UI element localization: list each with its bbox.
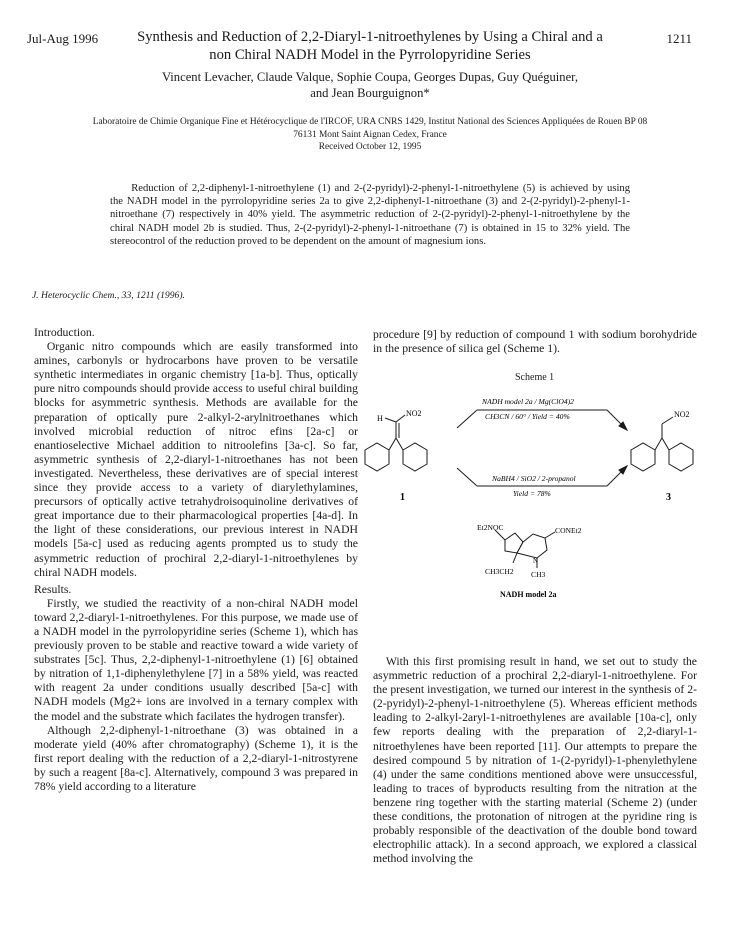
page-number: 1211 [666, 31, 692, 46]
compound-1-number: 1 [400, 492, 405, 503]
compound-1-structure [365, 415, 427, 471]
upper-arrow-reagent: NADH model 2a / Mg(ClO4)2 [482, 397, 574, 406]
authors [135, 69, 605, 101]
nadh-et2noc-label: Et2NOC [477, 523, 504, 532]
compound-1-no2-label: NO2 [406, 409, 422, 418]
affiliation: Laboratoire de Chimie Organique Fine et Hétérocyclique de l'IRCOF, URA CNRS 1429, Institut National des Sciences Appliquées de Rouen BP 08 76131 Mont Saint Aignan Cedex, France [92, 117, 648, 140]
authors-line-1: Vincent Levacher, Claude Valque, Sophie Coupa, Georges Dupas, Guy Quéguiner, [161, 70, 579, 84]
right-column-paragraph: With this first promising result in hand, we set out to study the asymmetric reduction of a prochiral 2,2-diaryl-1-nitroethylene. For the present investigation, we turned our interest in the synthesis of 2-(2-pyridyl)-2-phenyl-1-nitroethylene (5). Whereas efficient methods leading to 2-alkyl-2aryl-1-nitroethylenes are available [10a-c], only few reports dealing with the preparation of 2,2-diaryl-1-nitroethylenes have been reported [11]. Our attempts to prepare the desired compound 5 by nitration of 1-(2-pyridyl)-1-phenylethylene (4) under the same conditions mentioned above were unsuccessful, leading to traces of byproducts resulting from the nitration at the benzene ring together with the starting material (Scheme 2) (under these conditions, the protonation of nitrogen at the pyridine ring is probably responsible of the deactivation of the double bond toward electrophilic attack). In a second approach, we explored a classical method involving the [373, 655, 697, 866]
compound-3-number: 3 [666, 492, 671, 503]
nadh-conet2-label: CONEt2 [555, 526, 582, 535]
results-paragraph-1: Firstly, we studied the reactivity of a non-chiral NADH model toward 2,2-diaryl-1-nitroethylenes. For this purpose, we made use of a NADH model in the pyrrolopyridine series (Scheme 1), which has previously proven to be stable and reactive toward a wide variety of substrates [5c]. Thus, 2,2-diphenyl-1-nitroethylene (1) [6] obtained by nitration of 1,1-diphenylethylene [7] in a 58% yield, was reacted with reagent 2a under conditions usually described [5a-c] with NADH models (Mg2+ ions are involved in a ternary complex with the model and the substrate which facilates the hydrogen transfer). [34, 596, 358, 723]
nadh-model-caption: NADH model 2a [500, 590, 557, 599]
introduction-heading: Introduction. [34, 326, 95, 339]
paper-title: Synthesis and Reduction of 2,2-Diaryl-1-nitroethylenes by Using a Chiral and a non Chiral NADH Model in the Pyrrolopyridine Series [137, 29, 603, 63]
journal-citation: J. Heterocyclic Chem., 33, 1211 (1996). [32, 290, 185, 301]
right-column-top [373, 328, 697, 356]
journal-date: Jul-Aug 1996 [27, 31, 99, 46]
results-heading: Results. [34, 582, 72, 596]
right-column-main [373, 655, 697, 866]
compound-3-no2-label: NO2 [674, 410, 690, 419]
scheme-1-figure [355, 388, 700, 613]
lower-arrow-reagent: NaBH4 / SiO2 / 2-propanol [492, 474, 576, 483]
nadh-n-atom: N [533, 557, 539, 565]
upper-arrow-conditions: CH3CN / 60° / Yield = 40% [485, 412, 570, 421]
right-column-intro: procedure [9] by reduction of compound 1 with sodium borohydride in the presence of silica gel (Scheme 1). [373, 328, 697, 356]
affiliation-block [90, 116, 650, 154]
left-column [34, 326, 358, 794]
nadh-ethyl-label: CH3CH2 [485, 567, 514, 576]
compound-3-structure [631, 417, 693, 471]
nadh-methyl-label: CH3 [531, 570, 546, 579]
nadh-model-structure [495, 530, 555, 568]
lower-arrow-yield: Yield = 78% [513, 489, 551, 498]
compound-1-h-label: H [377, 414, 383, 423]
received-date: Received October 12, 1995 [318, 142, 422, 152]
introduction-paragraph: Organic nitro compounds which are easily transformed into amines, carbonyls or hydrocarbons have proven to be versatile synthetic intermediates in organic chemistry [1a-b]. Thus, optically pure nitro compounds should provide access to useful chiral building blocks for asymmetric synthesis. Methods are available for the preparation of optically pure 2-alkyl-2-arylnitroethanes which involved microbial reduction of nitroc efins [2a-c] or enantioselective Michael addition to nitroolefins [3a-c]. So far, asymmetric synthesis of 2,2-diaryl-1-nitroethanes has not been investigated. Nevertheless, these derivatives are of special interest since they provide access to a variety of diarylethylamines, precursors of optically active tetrahydroisoquinoline derivatives of great importance due to their pharmacological properties [4a-d]. In the light of these considerations, our previous interest in NADH models [5a-c] used as reducing agents prompted us to study the asymmetric reduction of prochiral 2,2-diaryl-1-nitroethylenes by chiral NADH models. [34, 340, 358, 579]
authors-line-2: and Jean Bourguignon* [310, 86, 430, 100]
abstract: Reduction of 2,2-diphenyl-1-nitroethylene (1) and 2-(2-pyridyl)-2-phenyl-1-nitroethylene (5) is achieved by using the NADH model in the pyrrolopyridine series 2a to give 2,2-diphenyl-1-nitroethane (3) and 2-(2-pyridyl)-2-phenyl-1-nitroethane (7) respectively in 40% yield. The asymmetric reduction of 2-(2-pyridyl)-2-phenyl-1-nitroethylene by the chiral NADH model 2b is studied. Thus, 2-(2-pyridyl)-2-phenyl-1-nitroethane (7) is obtained in 15 to 32% yield. The stereocontrol of the reduction proved to be dependent on the amount of magnesium ions. [110, 183, 630, 247]
results-paragraph-2: Although 2,2-diphenyl-1-nitroethane (3) was obtained in a moderate yield (40% after chromatography) (Scheme 1), it is the first report dealing with the reduction of a 2,2-diaryl-1-nitrostyrene by such a reagent [8a-c]. Alternatively, compound 3 was prepared in 78% yield according to a literature [34, 723, 358, 793]
scheme-title: Scheme 1 [515, 372, 555, 383]
